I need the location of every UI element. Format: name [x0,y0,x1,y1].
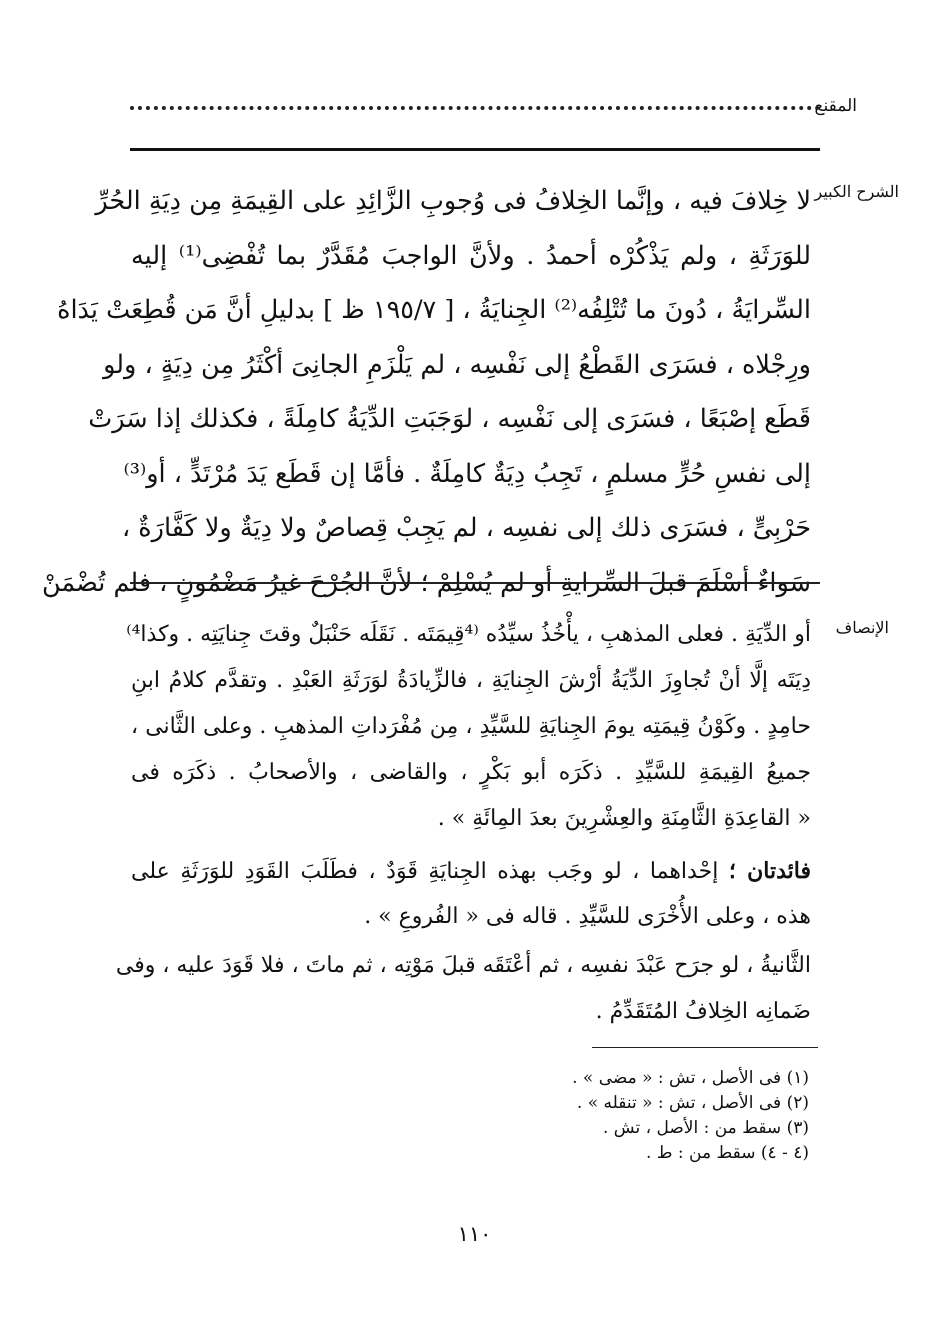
insaf-line: حامِدٍ . وكَوْنُ قِيمَتِه يومَ الجِنايَةِ للسَّيِّدِ ، مِن مُفْرَداتِ المذهبِ . وعلى الثَّانى ، [131,714,811,739]
sharh-line: ورِجْلاه ، فسَرَى القَطْعُ إلى نَفْسِه ، لم يَلْزَمِ الجانِىَ أكْثَرُ مِن دِيَةٍ ، ولو [103,349,811,380]
footnote: (٤ - ٤) سقط من : ط . [645,1143,809,1163]
sharh-line: لا خِلافَ فيه ، وإنَّما الخِلافُ فى وُجوبِ الزَّائِدِ على القِيمَةِ مِن دِيَةِ الحُرِّ [95,186,811,216]
sharh-line: حَرْبِىٍّ ، فسَرَى ذلك إلى نفسِه ، لم يَجِبْ قِصاصٌ ولا دِيَةٌ ولا كَفَّارَةٌ ، [121,513,811,543]
footnote: (٣) سقط من : الأصل ، تش . [602,1118,809,1138]
sharh-line: قَطَع إصْبَعًا ، فسَرَى إلى نَفْسِه ، لوَجَبَتِ الدِّيَةُ كامِلَةً ، فكذلك إذا سَرَتْ [88,404,811,434]
header-dotted-rule [130,106,820,110]
insaf-line: ضَمانِه الخِلافُ المُتَقَدِّمُ . [595,999,811,1024]
sharh-text [41,174,812,610]
insaf-paragraph-1 [126,612,811,842]
insaf-line: جميعُ القِيمَةِ للسَّيِّدِ . ذكَرَه أبو بَكْرٍ ، والقاضى ، والأصحابُ . ذكَرَه فى [131,760,811,785]
insaf-section-label: الإنصاف [835,618,889,637]
insaf-line: أو الدِّيَةِ . فعلى المذهبِ ، يأْخُذُ سيِّدُه ⁽⁴قِيمَتَه . نَقَلَه حَنْبَلٌ وقتَ جِنايَتِه . وكذا⁴⁾ [126,622,811,647]
sharh-line: للوَرَثَةِ ، ولم يَذْكُرْه أحمدُ . ولأنَّ الواجبَ مُقَدَّرٌ بما تُفْضِى⁽¹⁾ إليه [131,240,812,271]
insaf-line: الثَّانيةُ ، لو جرَح عَبْدَ نفسِه ، ثم أعْتَقَه قبلَ مَوْتِه ، ثم ماتَ ، فلا قَوَدَ عليه ، وفى [115,953,811,978]
insaf-line: « القاعِدَةِ الثَّامِنَةِ والعِشْرِينَ بعدَ المِائَةِ » . [437,806,811,831]
section-divider [130,582,820,584]
footnote: (١) فى الأصل ، تش : « مضى » . [572,1068,809,1088]
footnote: (٢) فى الأصل ، تش : « تنقله » . [576,1093,809,1113]
insaf-line: دِيَتَه إلَّا أنْ تُجاوِزَ الدِّيَةُ أرْشَ الجِنايَةِ ، فالزِّيادَةُ لوَرَثَةِ العَبْدِ . وتقدَّم كلامُ ابنِ [131,668,811,693]
insaf-paragraph-2 [131,848,811,940]
sharh-line: سَواءٌ أسْلَمَ قبلَ السِّرايةِ أو لم يُسْلِمْ ؛ لأنَّ الجُرْحَ غيرُ مَضْمُونٍ ، فلم تُضْمَنْ [41,567,811,598]
fawaid-heading: فائدتان ؛ [728,858,811,884]
insaf-line: هذه ، وعلى الأُخْرَى للسَّيِّدِ . قاله فى « الفُروعِ » . [364,904,811,929]
sharh-section-label: الشرح الكبير [814,182,899,201]
page-number: ١١٠ [457,1222,492,1246]
sharh-line: السِّرايَةُ ، دُونَ ما تُتْلِفُه⁽²⁾ الجِنايَةُ ، [ ١٩٥/٧ ظ ] بدليلِ أنَّ مَن قُطِعَتْ يَدَاهُ [57,295,811,325]
header-solid-rule [130,148,820,151]
footnote-rule [592,1047,818,1048]
insaf-line-text: إحْداهما ، لو وجَب بهذه الجِنايَةِ قَوَدٌ ، فطَلَبَ القَوَدِ للوَرَثَةِ على [131,859,719,884]
footnotes [572,1066,809,1166]
sharh-line: إلى نفسِ حُرٍّ مسلمٍ ، تَجِبُ دِيَةٌ كامِلَةٌ . فأمَّا إن قَطَع يَدَ مُرْتَدٍّ ، أو⁽³⁾ [123,458,811,489]
insaf-line [131,848,811,894]
insaf-paragraph-3 [115,943,811,1035]
running-header-title: المقنع [814,96,857,116]
